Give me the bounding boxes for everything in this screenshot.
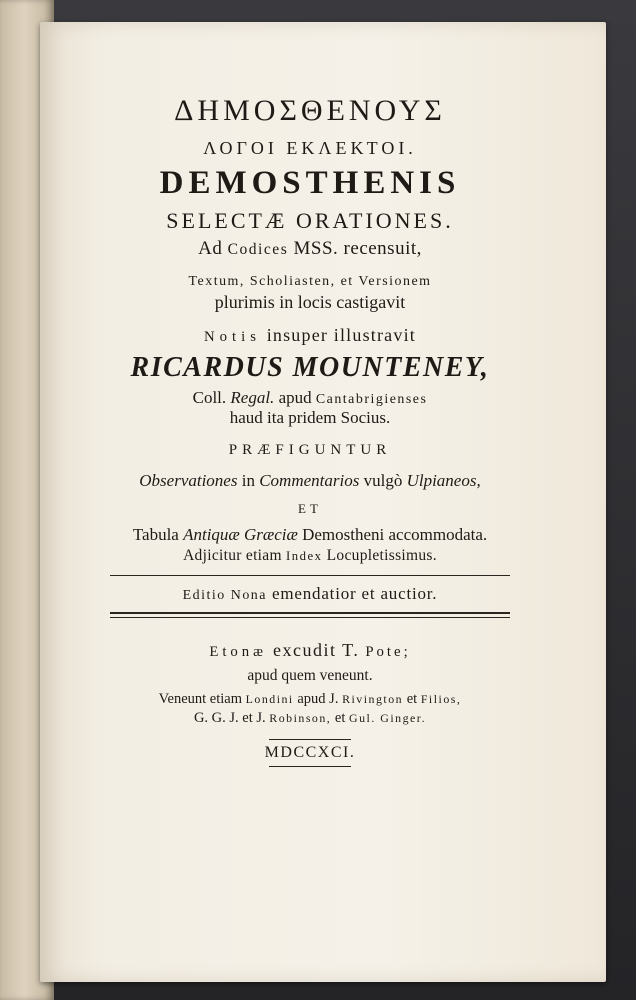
tabula-part3: Demostheni accommodata. (302, 525, 488, 544)
greek-title: ΔΗΜΟΣΘΕΝΟΥΣ (174, 94, 446, 127)
selectae-orationes: SELECTÆ ORATIONES. (166, 208, 454, 233)
coll-part3: apud (278, 388, 312, 407)
tabula-line (95, 525, 525, 545)
praefiguntur: PRÆFIGUNTUR (228, 442, 392, 458)
observ-part4: vulgò (363, 471, 403, 490)
notis-part1: Notis (204, 329, 261, 345)
apud-line: apud quem veneunt. (247, 667, 373, 684)
veneunt-part2: Londini (245, 692, 294, 706)
coll-part2: Regal. (230, 388, 275, 407)
et-line: ET (298, 501, 322, 516)
coll-part4: Cantabrigienses (315, 392, 428, 407)
editio-part1: Editio (182, 588, 226, 603)
ggj-part4: Gul. Ginger. (349, 711, 427, 725)
codices-part1: Ad (198, 238, 223, 259)
divider-rule (110, 575, 510, 576)
double-divider-rule (110, 612, 510, 618)
title-page-text (95, 80, 525, 767)
publication-year: MDCCXCI. (264, 744, 356, 761)
notis-part2: insuper illustravit (266, 325, 416, 345)
ggj-line (95, 710, 525, 727)
coll-line (95, 388, 525, 408)
coll-part1: Coll. (192, 388, 227, 407)
veneunt-part4: Rivington (342, 692, 404, 706)
year-bottom-rule (269, 766, 351, 767)
author-name: RICARDUS MOUNTENEY, (130, 352, 490, 383)
editio-part2: Nona (230, 588, 267, 603)
ggj-part1: G. G. J. et J. (193, 710, 266, 726)
greek-subtitle: ΛΟΓΟΙ ΕΚΛΕΚΤΟΙ. (203, 138, 417, 158)
ggj-part3: et (334, 710, 346, 726)
adjicitur-part1: Adjicitur etiam (183, 547, 282, 564)
codices-part3: MSS. recensuit, (293, 238, 422, 259)
veneunt-part1: Veneunt etiam (158, 691, 242, 707)
year-top-rule (269, 739, 351, 740)
editio-part3: emendatior et auctior. (272, 584, 438, 603)
veneunt-part5: et (406, 691, 418, 707)
veneunt-line (95, 691, 525, 708)
etonae-part1: Etonæ (209, 644, 268, 660)
tabula-part2: Antiquæ Græciæ (183, 525, 298, 544)
textum-line (95, 270, 525, 290)
observ-part1: Observationes (139, 471, 238, 490)
latin-title: DEMOSTHENIS (159, 165, 461, 201)
observ-part2: in (241, 471, 255, 490)
observ-part3: Commentarios (259, 471, 360, 490)
tabula-part1: Tabula (132, 525, 179, 544)
haud-line: haud ita pridem Socius. (229, 408, 391, 427)
notis-line (95, 325, 525, 346)
adjicitur-part3: Locupletissimus. (326, 547, 437, 564)
veneunt-part6: Filios, (420, 692, 462, 706)
etonae-part3: Pote; (365, 644, 411, 660)
veneunt-part3: apud J. (297, 691, 339, 707)
observationes-line (95, 471, 525, 491)
adjicitur-part2: Index (286, 549, 323, 563)
etonae-part2: excudit T. (273, 640, 360, 660)
etonae-line (95, 640, 525, 661)
codices-part2: Codices (227, 241, 289, 258)
adjicitur-line (95, 547, 525, 565)
ggj-part2: Robinson, (269, 711, 332, 725)
codices-line (95, 238, 525, 260)
plurimis-line: plurimis in locis castigavit (214, 292, 406, 312)
editio-line (95, 584, 525, 604)
textum-text: Textum, Scholiasten, et Versionem (188, 274, 432, 289)
observ-part5: Ulpianeos, (406, 471, 481, 490)
